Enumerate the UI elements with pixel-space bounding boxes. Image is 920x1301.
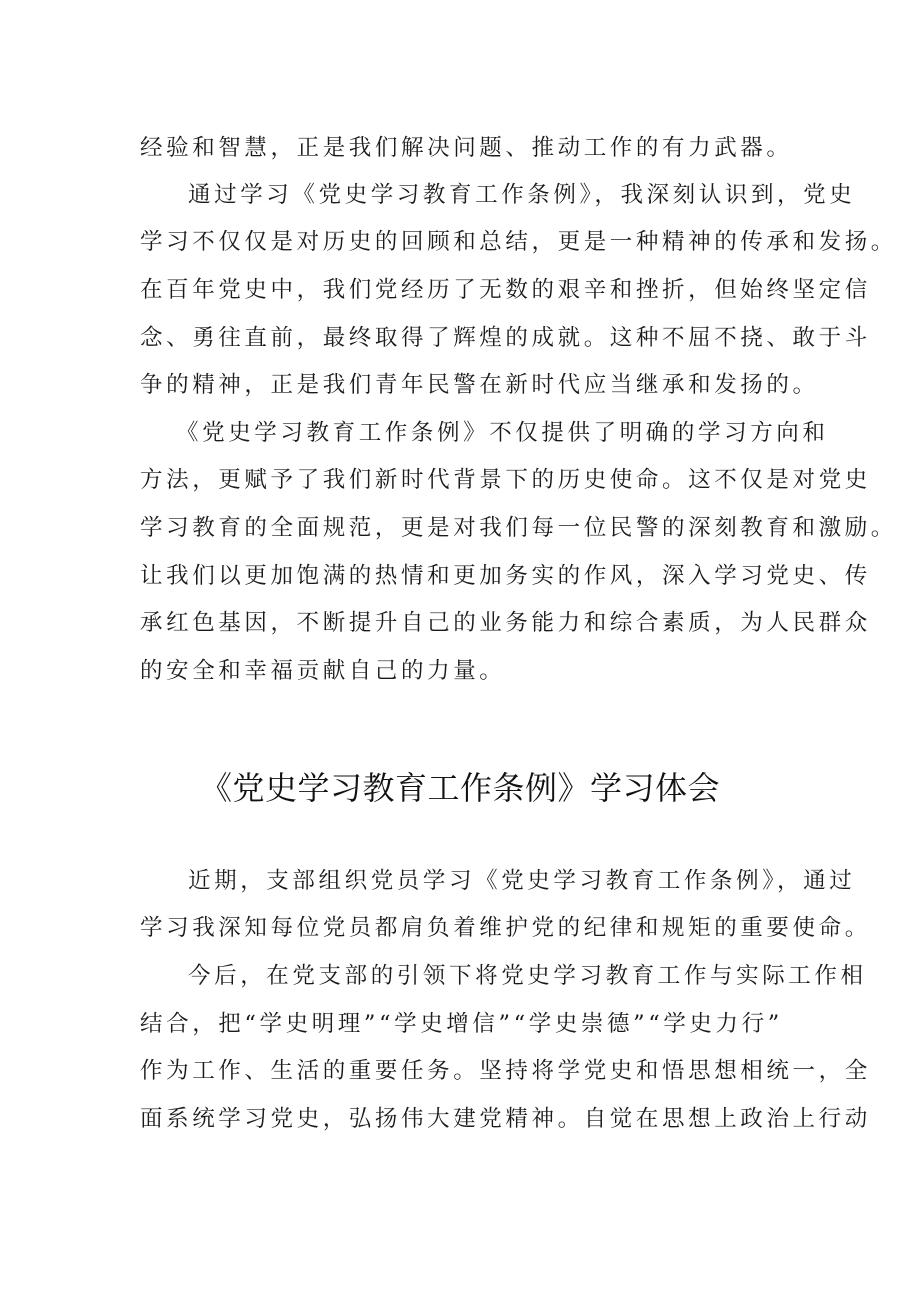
paragraph-line: 今后，在党支部的引领下将党史学习教育工作与实际工作相 [188, 963, 867, 989]
paragraph-line: 近期，支部组织党员学习《党史学习教育工作条例》，通过 [188, 868, 856, 894]
paragraph-line: 学习教育的全面规范，更是对我们每一位民警的深刻教育和激励。 [140, 515, 897, 541]
article-title: 《党史学习教育工作条例》学习体会 [199, 769, 720, 807]
paragraph-line: 学习我深知每位党员都肩负着维护党的纪律和规矩的重要使命。 [140, 915, 871, 941]
paragraph-line: 学习不仅仅是对历史的回顾和总结，更是一种精神的传承和发扬。 [140, 229, 897, 255]
paragraph-line: 争的精神，正是我们青年民警在新时代应当继承和发扬的。 [140, 372, 819, 398]
paragraph-line: 承红色基因，不断提升自己的业务能力和综合素质，为人民群众 [140, 610, 871, 636]
paragraph-line: 通过学习《党史学习教育工作条例》，我深刻认识到，党史 [188, 182, 856, 208]
paragraph-line: 让我们以更加饱满的热情和更加务实的作风，深入学习党史、传 [140, 563, 871, 589]
paragraph-line: 在百年党史中，我们党经历了无数的艰辛和挫折，但始终坚定信 [140, 277, 871, 303]
paragraph-line: 的安全和幸福贡献自己的力量。 [140, 658, 506, 684]
paragraph-line: 面系统学习党史，弘扬伟大建党精神。自觉在思想上政治上行动 [140, 1106, 871, 1132]
paragraph-line: 《党史学习教育工作条例》不仅提供了明确的学习方向和 [176, 420, 829, 446]
paragraph-line: 念、勇往直前，最终取得了辉煌的成就。这种不屈不挠、敢于斗 [140, 325, 871, 351]
paragraph-line: 经验和智慧，正是我们解决问题、推动工作的有力武器。 [140, 135, 793, 161]
paragraph-line: 结合，把“学史明理”“学史增信”“学史崇德”“学史力行” [140, 1011, 783, 1037]
paragraph-line: 作为工作、生活的重要任务。坚持将学党史和悟思想相统一，全 [140, 1058, 871, 1084]
paragraph-line: 方法，更赋予了我们新时代背景下的历史使命。这不仅是对党史 [140, 467, 871, 493]
